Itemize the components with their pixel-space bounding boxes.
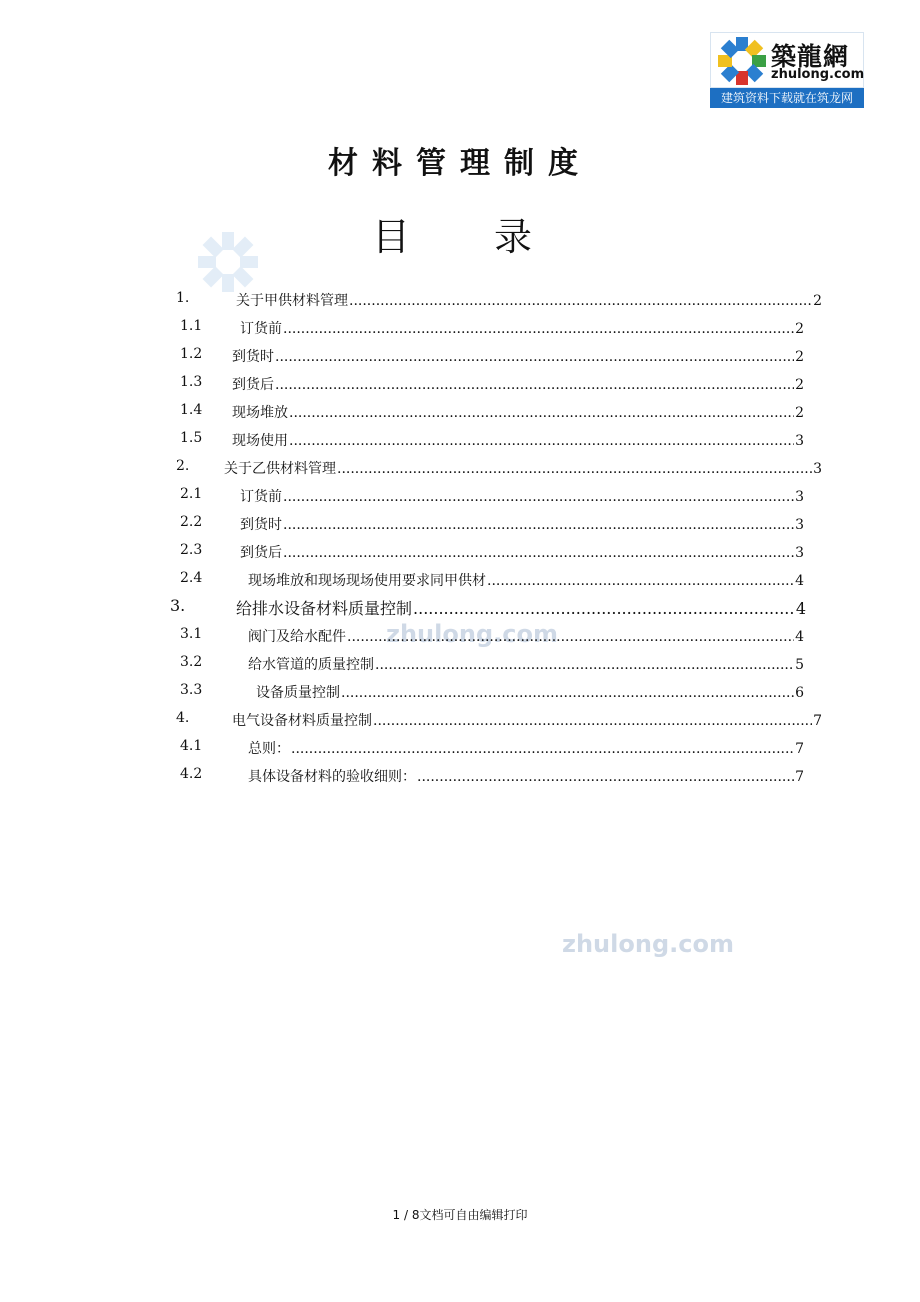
toc-item-entry xyxy=(248,570,804,590)
toc-item-page: 2 xyxy=(795,321,804,337)
toc-item-page: 5 xyxy=(795,657,804,673)
toc-leader-dots xyxy=(289,405,794,421)
toc-item-label: 关于甲供材料管理 xyxy=(236,293,348,309)
toc-item-label: 现场堆放和现场现场使用要求同甲供材 xyxy=(248,573,486,589)
toc-item-page: 2 xyxy=(813,293,822,309)
toc-item[interactable] xyxy=(0,346,920,374)
toc-item-page: 4 xyxy=(795,629,804,645)
site-logo xyxy=(710,32,864,108)
toc-item-page: 3 xyxy=(813,461,822,477)
toc-item-number: 4. xyxy=(176,710,190,726)
toc-item[interactable] xyxy=(0,458,920,486)
toc-leader-dots xyxy=(283,517,794,533)
watermark-text: zhulong.com xyxy=(562,930,734,958)
toc-item-entry xyxy=(256,682,804,702)
toc-item-label: 总则： xyxy=(248,741,290,757)
toc-item-entry xyxy=(232,430,804,450)
toc-item-number: 3.2 xyxy=(180,654,203,670)
logo-domain: zhulong.com xyxy=(771,67,865,82)
toc-leader-dots xyxy=(289,433,794,449)
toc-item-number: 1.1 xyxy=(180,318,203,334)
toc-item-entry xyxy=(248,626,804,646)
toc-item-number: 3.1 xyxy=(180,626,203,642)
toc-leader-dots xyxy=(373,713,812,729)
toc-item-entry xyxy=(248,766,804,786)
toc-item-number: 1.3 xyxy=(180,374,203,390)
toc-item-entry xyxy=(232,402,804,422)
toc-heading: 目 录 xyxy=(371,215,569,259)
toc-item[interactable] xyxy=(0,596,920,624)
toc-item-entry xyxy=(232,346,804,366)
toc-leader-dots xyxy=(275,349,794,365)
toc-item-label: 到货时 xyxy=(240,517,282,533)
toc-item-label: 到货后 xyxy=(240,545,282,561)
toc-item-entry xyxy=(240,514,804,534)
toc-item-number: 3. xyxy=(170,596,186,615)
toc-item-page: 7 xyxy=(795,769,804,785)
toc-item-label: 现场使用 xyxy=(232,433,288,449)
logo-name: 築龍網 xyxy=(771,42,850,71)
toc-item-label: 阀门及给水配件 xyxy=(248,629,346,645)
toc-item-page: 3 xyxy=(795,433,804,449)
toc-item[interactable] xyxy=(0,682,920,710)
toc-item[interactable] xyxy=(0,626,920,654)
toc-item-label: 现场堆放 xyxy=(232,405,288,421)
toc-item-number: 1.4 xyxy=(180,402,203,418)
toc-item-label: 设备质量控制 xyxy=(256,685,340,701)
toc-item-number: 1.5 xyxy=(180,430,203,446)
toc-item[interactable] xyxy=(0,318,920,346)
toc-item-page: 4 xyxy=(795,599,806,618)
toc-item-page: 3 xyxy=(795,545,804,561)
toc-leader-dots xyxy=(341,685,794,701)
logo-top xyxy=(710,32,864,88)
toc-item-entry xyxy=(240,542,804,562)
toc-item-entry xyxy=(236,596,806,619)
toc-item-page: 2 xyxy=(795,405,804,421)
toc-item-entry xyxy=(232,710,822,730)
toc-item-page: 2 xyxy=(795,377,804,393)
watermark-flower-icon xyxy=(196,230,260,294)
toc-item-label: 给排水设备材料质量控制 xyxy=(236,599,413,618)
toc-item[interactable] xyxy=(0,290,920,318)
toc-item[interactable] xyxy=(0,710,920,738)
toc-leader-dots xyxy=(283,321,794,337)
toc-item[interactable] xyxy=(0,514,920,542)
toc-item-number: 3.3 xyxy=(180,682,203,698)
toc-item-label: 订货前 xyxy=(240,489,282,505)
toc-leader-dots xyxy=(413,599,795,618)
toc-item-number: 2.4 xyxy=(180,570,203,586)
toc-item[interactable] xyxy=(0,570,920,598)
toc-item-number: 2. xyxy=(176,458,190,474)
toc-leader-dots xyxy=(347,629,794,645)
logo-slogan: 建筑资料下载就在筑龙网 xyxy=(710,88,864,108)
toc-item-label: 订货前 xyxy=(240,321,282,337)
toc-item-label: 电气设备材料质量控制 xyxy=(232,713,372,729)
toc-item[interactable] xyxy=(0,486,920,514)
toc-item-label: 到货后 xyxy=(232,377,274,393)
toc-item-page: 4 xyxy=(795,573,804,589)
toc-item-page: 3 xyxy=(795,489,804,505)
toc-item-label: 到货时 xyxy=(232,349,274,365)
toc-item-entry xyxy=(248,738,804,758)
toc-leader-dots xyxy=(283,489,794,505)
toc-item-page: 3 xyxy=(795,517,804,533)
toc-item-number: 2.1 xyxy=(180,486,203,502)
document-title: 材料管理制度 xyxy=(328,146,592,181)
watermark-text: zhulong.com xyxy=(386,620,558,648)
toc-item-label: 关于乙供材料管理 xyxy=(224,461,336,477)
toc-item-entry xyxy=(236,290,822,310)
toc-item[interactable] xyxy=(0,542,920,570)
toc-leader-dots xyxy=(291,741,794,757)
toc-item-label: 给水管道的质量控制 xyxy=(248,657,374,673)
toc-item-entry xyxy=(240,486,804,506)
toc-item[interactable] xyxy=(0,402,920,430)
toc-item-entry xyxy=(232,374,804,394)
toc-item-number: 2.2 xyxy=(180,514,203,530)
toc-item-page: 7 xyxy=(813,713,822,729)
toc-item[interactable] xyxy=(0,430,920,458)
toc-item[interactable] xyxy=(0,766,920,794)
page-footer: 1 / 8文档可自由编辑打印 xyxy=(392,1208,528,1222)
toc-item-number: 1.2 xyxy=(180,346,203,362)
toc-item[interactable] xyxy=(0,374,920,402)
toc-item-page: 6 xyxy=(795,685,804,701)
toc-leader-dots xyxy=(275,377,794,393)
toc-item-entry xyxy=(248,654,804,674)
toc-item-label: 具体设备材料的验收细则： xyxy=(248,769,416,785)
toc-leader-dots xyxy=(337,461,812,477)
toc-item-number: 4.1 xyxy=(180,738,203,754)
toc-item[interactable] xyxy=(0,738,920,766)
toc-item-number: 2.3 xyxy=(180,542,203,558)
toc-leader-dots xyxy=(283,545,794,561)
toc-leader-dots xyxy=(375,657,794,673)
toc-item-page: 2 xyxy=(795,349,804,365)
toc-item-entry xyxy=(240,318,804,338)
toc-item-number: 1. xyxy=(176,290,190,306)
toc-leader-dots xyxy=(417,769,794,785)
toc-leader-dots xyxy=(487,573,794,589)
toc-item-number: 4.2 xyxy=(180,766,203,782)
toc-leader-dots xyxy=(349,293,812,309)
toc-item-entry xyxy=(224,458,822,478)
toc-item[interactable] xyxy=(0,654,920,682)
toc-item-page: 7 xyxy=(795,741,804,757)
zhulong-logo-icon xyxy=(715,35,769,87)
